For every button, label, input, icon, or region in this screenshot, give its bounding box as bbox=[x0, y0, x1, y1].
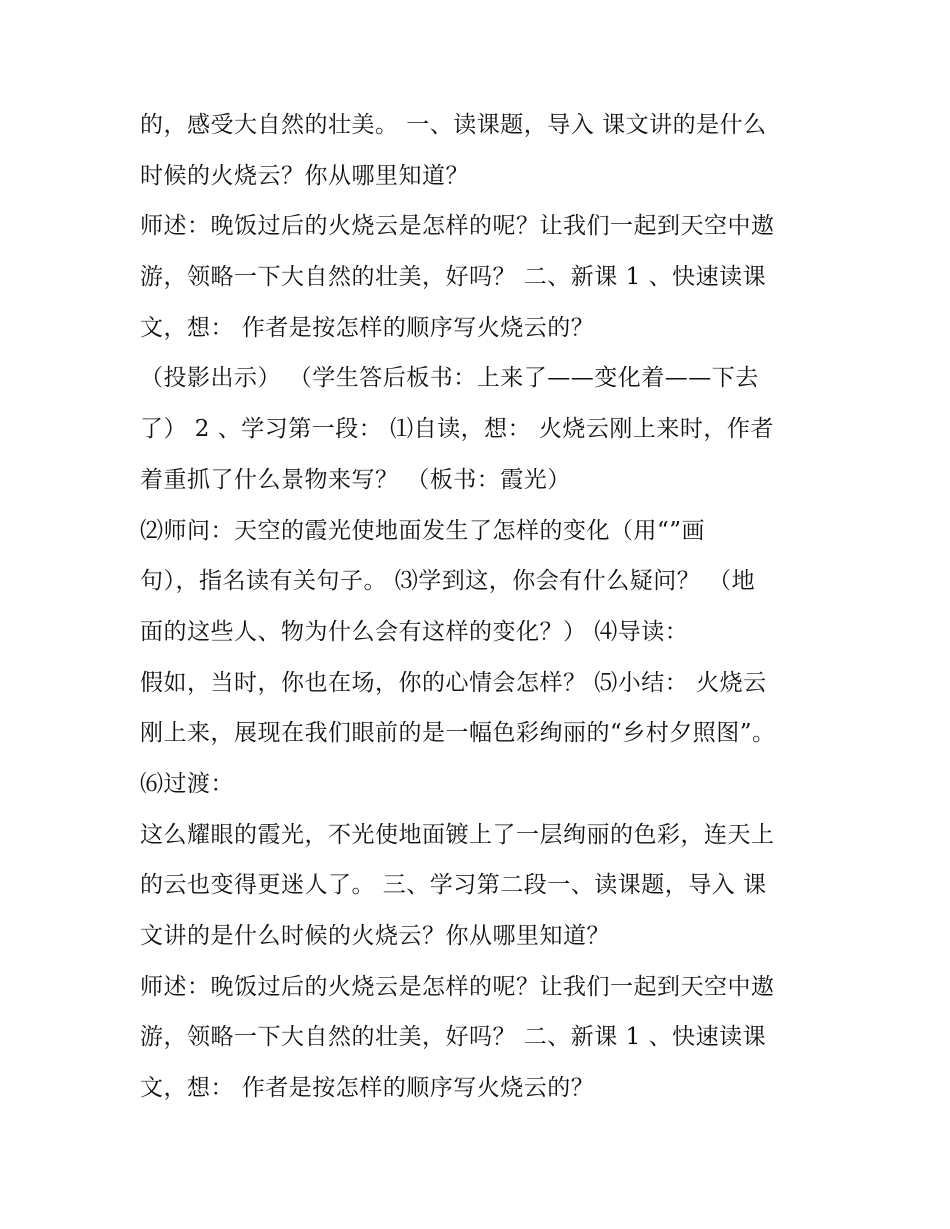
text-line: 的云也变得更迷人了。 三、学习第二段一、读课题，导入 课 bbox=[140, 872, 767, 899]
text-line: 时候的火烧云？你从哪里知道？ bbox=[140, 162, 469, 189]
text-line: 着重抓了什么景物来写？ （板书：霞光） bbox=[140, 466, 571, 493]
text-line: 了） 2 、学习第一段： ⑴自读，想： 火烧云刚上来时，作者 bbox=[140, 416, 774, 443]
text-line: 句），指名读有关句子。 ⑶学到这，你会有什么疑问？ （地 bbox=[140, 568, 756, 595]
text-line: 文，想： 作者是按怎样的顺序写火烧云的？ bbox=[140, 1075, 595, 1102]
text-line: 游，领略一下大自然的壮美，好吗？ 二、新课 1 、快速读课 bbox=[140, 1024, 767, 1051]
text-line: 文，想： 作者是按怎样的顺序写火烧云的？ bbox=[140, 314, 595, 341]
text-line: 游，领略一下大自然的壮美，好吗？ 二、新课 1 、快速读课 bbox=[140, 264, 767, 291]
document-body bbox=[140, 100, 830, 1114]
text-line: 的，感受大自然的壮美。 一、读课题，导入 课文讲的是什么 bbox=[140, 112, 767, 138]
text-line: 假如，当时，你也在场，你的心情会怎样？ ⑸小结： 火烧云 bbox=[140, 669, 767, 696]
text-line: 面的这些人、物为什么会有这样的变化？） ⑷导读： bbox=[140, 618, 689, 645]
text-line: （投影出示） （学生答后板书：上来了——变化着——下去 bbox=[140, 365, 759, 392]
text-line: 刚上来，展现在我们眼前的是一幅色彩绚丽的“乡村夕照图”。 bbox=[140, 720, 776, 747]
text-line: ⑹过渡： bbox=[140, 770, 234, 797]
text-line: 文讲的是什么时候的火烧云？你从哪里知道？ bbox=[140, 923, 610, 949]
text-line: 师述：晚饭过后的火烧云是怎样的呢？让我们一起到天空中遨 bbox=[140, 973, 775, 1000]
text-line: ⑵师问：天空的霞光使地面发生了怎样的变化（用“”画 bbox=[140, 517, 706, 544]
text-line: 这么耀眼的霞光，不光使地面镀上了一层绚丽的色彩，连天上 bbox=[140, 821, 775, 848]
text-line: 师述：晚饭过后的火烧云是怎样的呢？让我们一起到天空中遨 bbox=[140, 213, 775, 240]
